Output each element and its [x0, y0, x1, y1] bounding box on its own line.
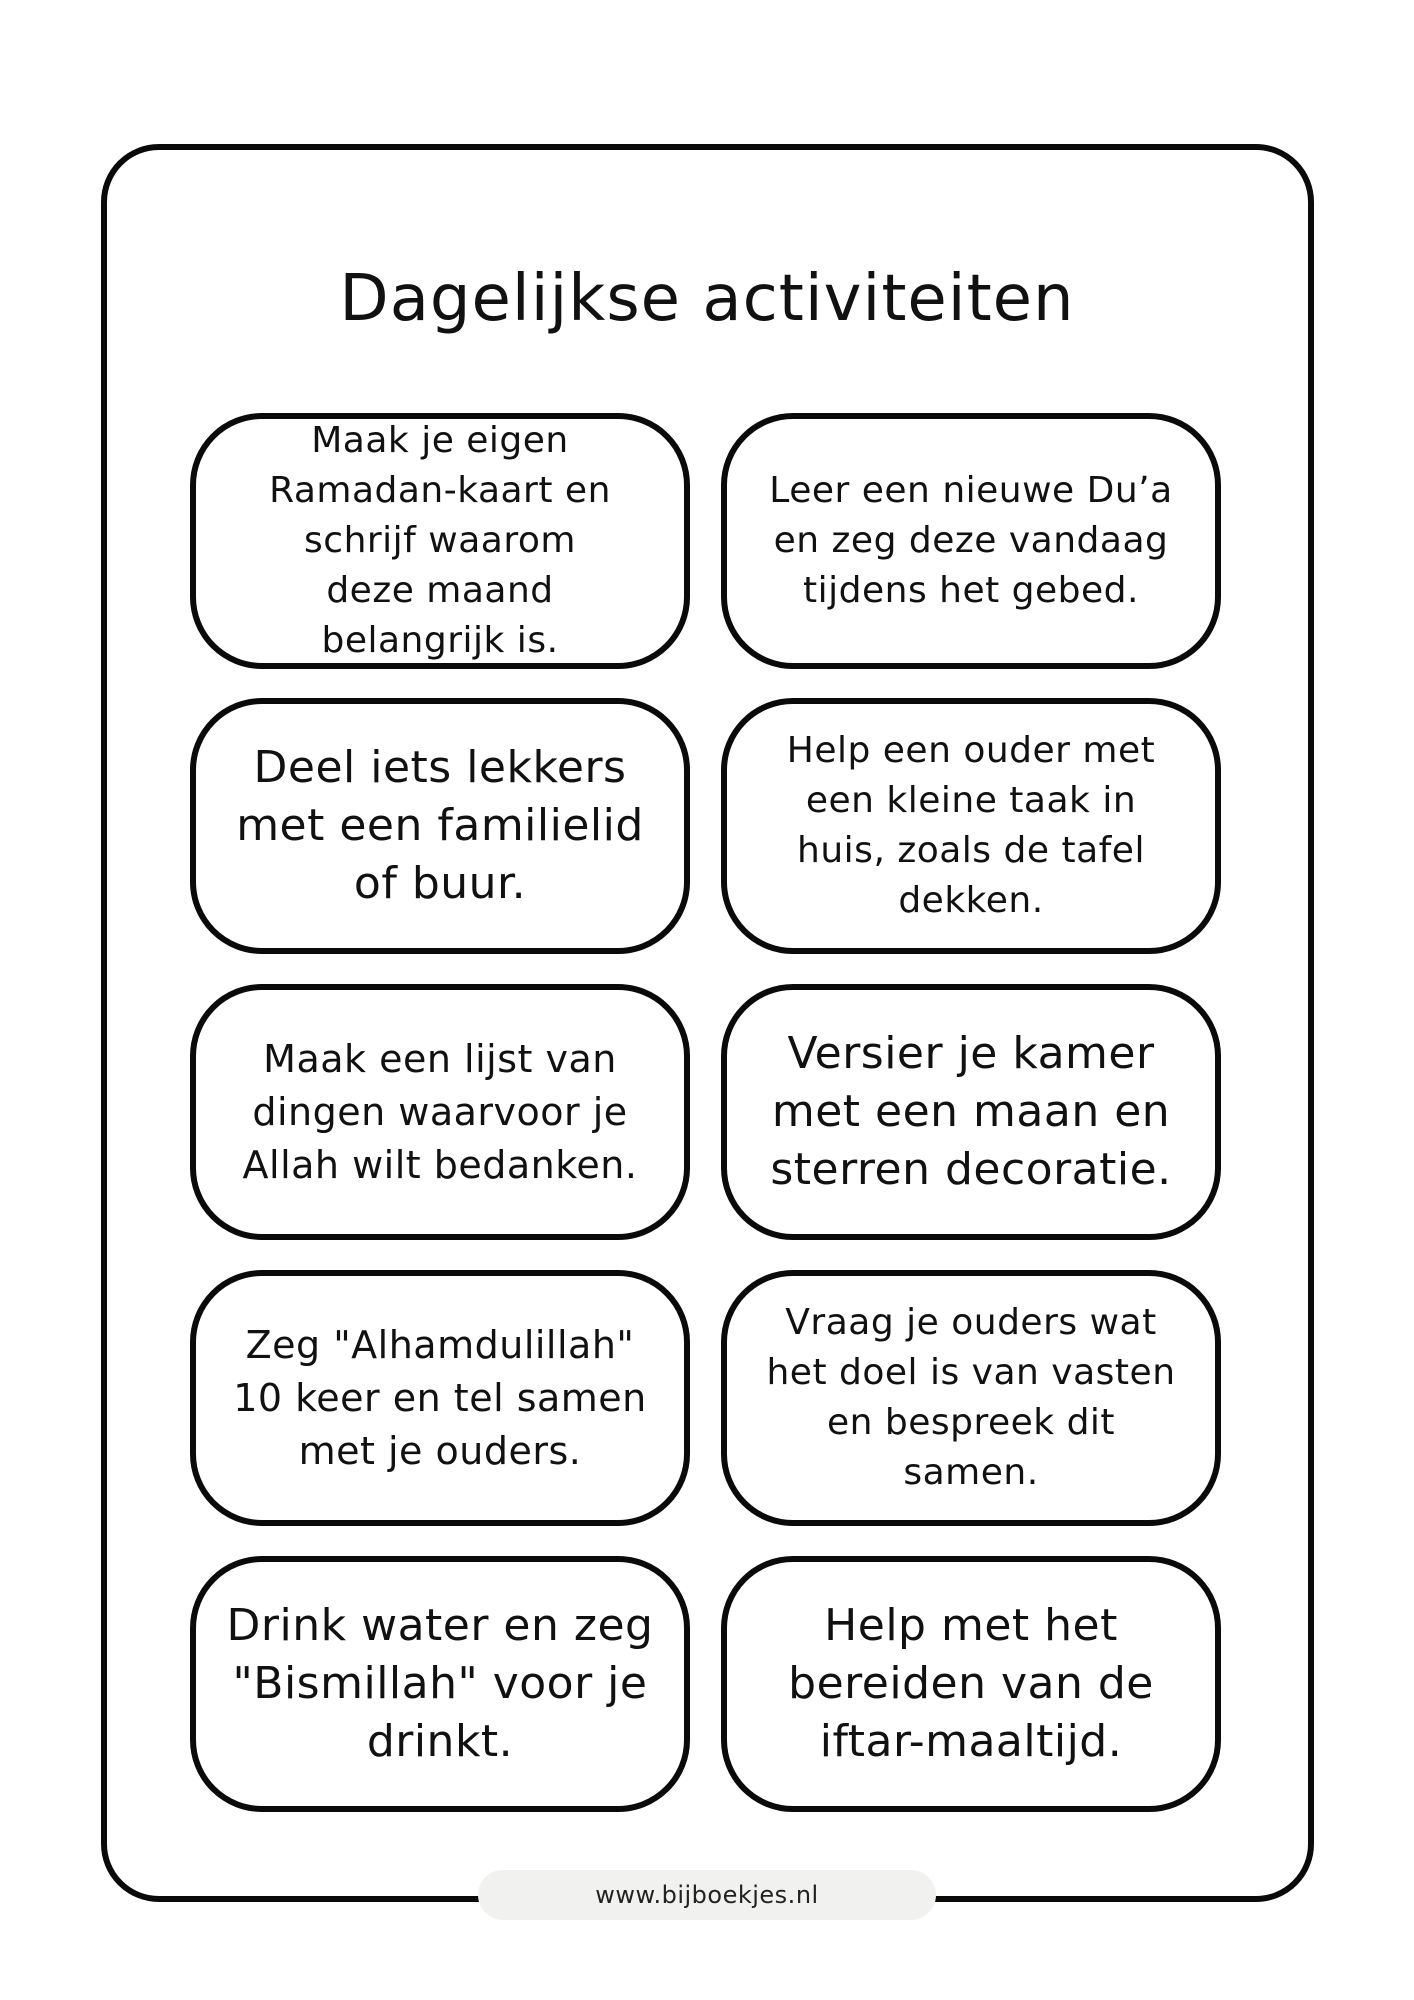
page-title: Dagelijkse activiteiten	[339, 262, 1075, 336]
activity-text: Zeg "Alhamdulillah" 10 keer en tel samen met je ouders.	[233, 1322, 647, 1473]
activity-card	[721, 413, 1221, 669]
activity-text: Leer een nieuwe Du’a en zeg deze vandaag tijdens het gebed.	[769, 470, 1173, 611]
activity-card	[721, 1556, 1221, 1812]
activity-card	[721, 698, 1221, 954]
activity-text: Versier je kamer met een maan en sterren decoratie.	[770, 1028, 1172, 1195]
activity-card	[190, 984, 690, 1240]
activity-text: Maak je eigen Ramadan-kaart en schrijf waarom deze maand belangrijk is.	[269, 420, 611, 661]
activity-text: Deel iets lekkers met een familielid of buur.	[236, 742, 644, 909]
activity-text: Vraag je ouders wat het doel is van vasten en bespreek dit samen.	[766, 1302, 1176, 1493]
activity-text: Maak een lijst van dingen waarvoor je Allah wilt bedanken.	[242, 1036, 638, 1187]
activity-text: Help een ouder met een kleine taak in huis, zoals de tafel dekken.	[786, 730, 1156, 921]
footer-url: www.bijboekjes.nl	[595, 1881, 819, 1909]
activity-card	[190, 1556, 690, 1812]
footer-website	[478, 1870, 936, 1920]
activity-card	[721, 984, 1221, 1240]
activity-card	[190, 1270, 690, 1526]
activity-card	[190, 413, 690, 669]
activity-text: Help met het bereiden van de iftar-maaltijd.	[788, 1600, 1154, 1767]
activity-text: Drink water en zeg "Bismillah" voor je drinkt.	[226, 1600, 654, 1767]
activity-card	[721, 1270, 1221, 1526]
activity-card	[190, 698, 690, 954]
